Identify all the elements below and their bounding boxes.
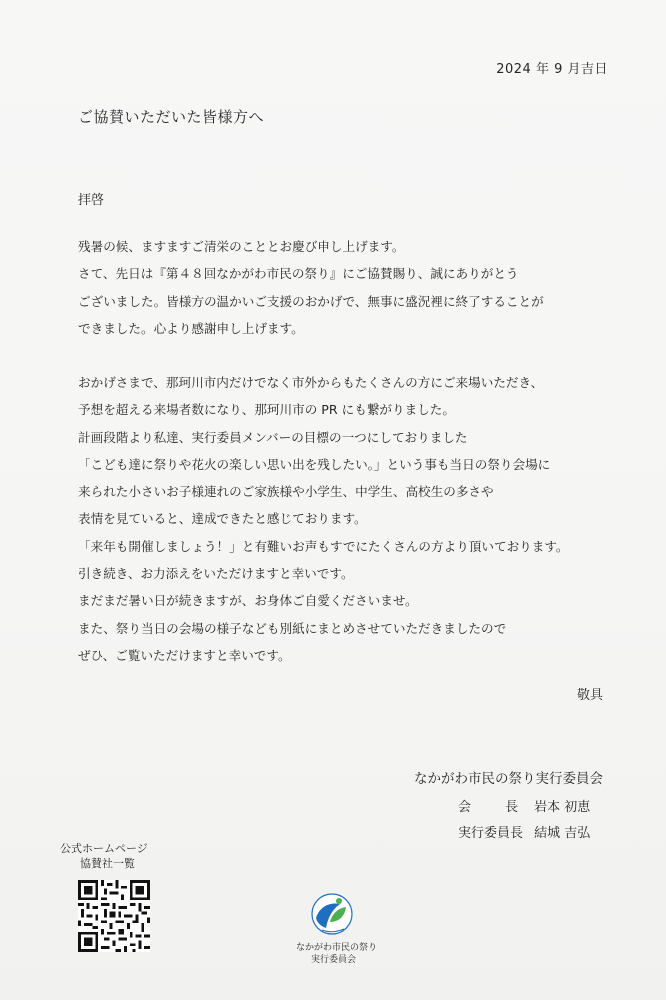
text-line: おかげさまで、那珂川市内だけでなく市外からもたくさんの方にご来場いただき、 bbox=[78, 375, 544, 390]
festival-logo-icon bbox=[310, 892, 354, 936]
organization-name: なかがわ市民の祭り実行委員会 bbox=[414, 771, 603, 787]
text-line: さて、先日は『第４８回なかがわ市民の祭り』にご協賛賜り、誠にありがとう bbox=[78, 266, 519, 282]
qr-code-icon[interactable] bbox=[78, 880, 150, 952]
officer-role: 実行委員長 bbox=[458, 826, 524, 841]
text-line: まだまだ暑い日が続きますが、お身体ご自愛くださいませ。 bbox=[78, 593, 418, 609]
letter-date: 2024 年 9 月吉日 bbox=[496, 62, 608, 77]
text-line: 予想を超える来場者数になり、那珂川市の PR にも繋がりました。 bbox=[78, 402, 455, 418]
officer-executive-chair bbox=[458, 822, 590, 841]
sponsors-label: 協賛社一覧 bbox=[80, 857, 135, 870]
paragraph-body bbox=[78, 369, 569, 669]
officer-name: 岩本 初恵 bbox=[534, 800, 591, 815]
text-line: 「来年も開催しましょう！」と有難いお声もすでにたくさんの方より頂いております。 bbox=[78, 538, 569, 554]
role-char: 長 bbox=[505, 800, 519, 815]
text-line: ございました。皆様方の温かいご支援のおかげで、無事に盛況裡に終了することが bbox=[78, 293, 544, 309]
text-line: 計画段階より私達、実行委員メンバーの目標の一つにしておりました bbox=[78, 429, 468, 445]
text-line: 引き続き、お力添えをいただけますと幸いです。 bbox=[78, 566, 354, 582]
text-line: 来られた小さいお子様連れのご家族様や小学生、中学生、高校生の多さや bbox=[78, 484, 494, 500]
homepage-label: 公式ホームページ bbox=[60, 842, 148, 855]
officer-chair bbox=[458, 796, 590, 815]
paragraph-greeting bbox=[78, 233, 544, 342]
role-char: 会 bbox=[458, 800, 472, 815]
closing: 敬具 bbox=[576, 688, 603, 703]
addressee: ご協賛いただいた皆様方へ bbox=[78, 108, 265, 126]
text-line: ぜひ、ご覧いただけますと幸いです。 bbox=[78, 647, 291, 663]
logo-caption-sub: 実行委員会 bbox=[311, 955, 357, 965]
officer-role bbox=[458, 796, 530, 815]
logo-caption: なかがわ市民の祭り bbox=[296, 943, 378, 953]
officer-name: 結城 吉弘 bbox=[534, 826, 591, 841]
salutation: 拝啓 bbox=[78, 193, 105, 208]
text-line: 残暑の候、ますますご清栄のこととお慶び申し上げます。 bbox=[78, 239, 405, 254]
text-line: できました。心より感謝申し上げます。 bbox=[78, 320, 304, 336]
text-line: 「こども達に祭りや花火の楽しい思い出を残したい。」という事も当日の祭り会場に bbox=[78, 456, 551, 472]
text-line: 表情を見ていると、達成できたと感じております。 bbox=[78, 511, 367, 527]
text-line: また、祭り当日の会場の様子なども別紙にまとめさせていただきましたので bbox=[78, 620, 507, 636]
